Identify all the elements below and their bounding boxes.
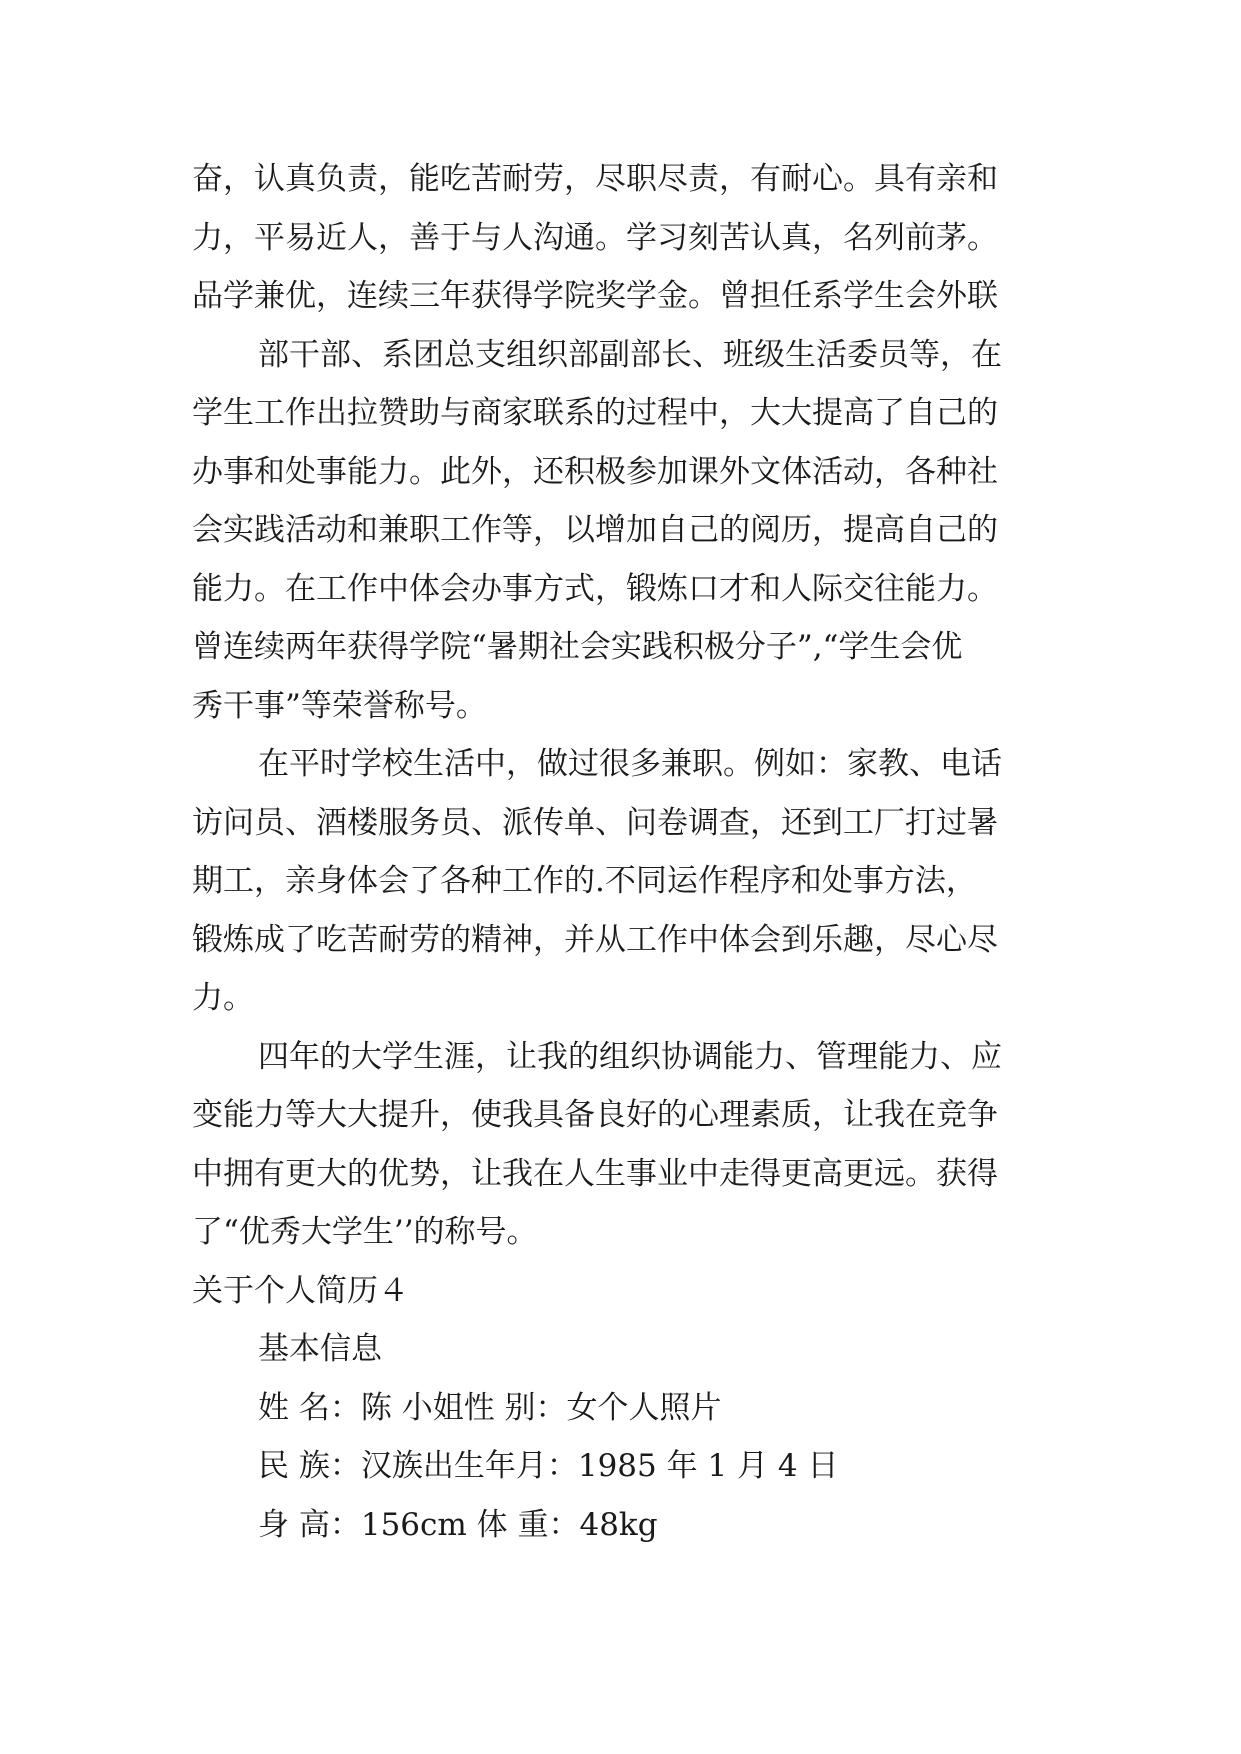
text-line: 中拥有更大的优势，让我在人生事业中走得更高更远。获得 [192,1155,998,1192]
text-line: 会实践活动和兼职工作等，以增加自己的阅历，提高自己的 [192,512,998,548]
info-line-ethnicity-birth: 民 族：汉族出生年月：1985 年 1 月 4 日 [258,1448,839,1484]
text-line: 能力。在工作中体会办事方式，锻炼口才和人际交往能力。 [192,570,998,607]
text-line: 锻炼成了吃苦耐劳的精神，并从工作中体会到乐趣，尽心尽 [192,921,998,958]
text-line: 变能力等大大提升，使我具备良好的心理素质，让我在竞争 [192,1097,998,1133]
text-line: 四年的大学生涯，让我的组织协调能力、管理能力、应 [258,1038,1002,1075]
text-line: 秀干事”等荣誉称号。 [192,687,487,724]
text-line: 办事和处事能力。此外，还积极参加课外文体活动，各种社 [192,453,998,490]
info-line-height-weight: 身 高：156cm 体 重：48kg [258,1506,658,1543]
text-line: 部干部、系团总支组织部副部长、班级生活委员等，在 [258,336,1002,373]
text-line: 学生工作出拉赞助与商家联系的过程中，大大提高了自己的 [192,395,998,431]
text-line: 力，平易近人，善于与人沟通。学习刻苦认真，名列前茅。 [192,219,998,256]
section-title: 关于个人简历４ [192,1272,409,1309]
document-page [192,150,1072,1554]
text-line: 访问员、酒楼服务员、派传单、问卷调查，还到工厂打过暑 [192,804,998,841]
text-line: 了“优秀大学生’’的称号。 [192,1214,538,1250]
text-line: 曾连续两年获得学院“暑期社会实践积极分子”,“学生会优 [192,629,963,665]
text-line: 品学兼优，连续三年获得学院奖学金。曾担任系学生会外联 [192,278,998,314]
text-line: 期工，亲身体会了各种工作的.不同运作程序和处事方法， [192,863,977,899]
info-line-name-gender: 姓 名：陈 小姐性 别：女个人照片 [258,1389,722,1426]
basic-info-heading: 基本信息 [258,1331,382,1367]
text-line: 在平时学校生活中，做过很多兼职。例如：家教、电话 [258,746,1002,782]
text-line: 力。 [192,980,254,1016]
text-line: 奋，认真负责，能吃苦耐劳，尽职尽责，有耐心。具有亲和 [192,161,998,197]
